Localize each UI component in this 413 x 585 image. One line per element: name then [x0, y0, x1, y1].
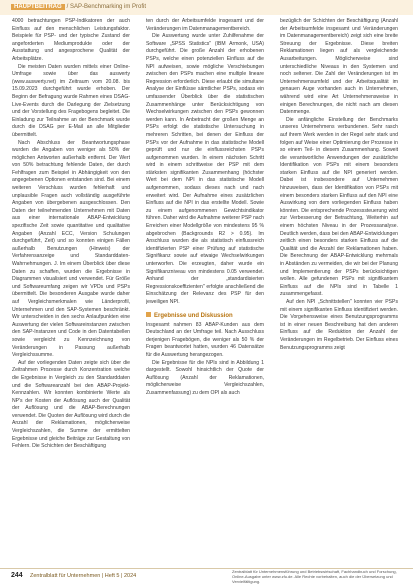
paragraph: Die meisten Daten wurden mittels einer Online-Umfrage sowie über das auswerty (www.auswerty.net) im Zeitraum vom 20.08. bis 15.09.2023 durchgeführt wurde erhoben. Der Beginn der Befragung wurde Rahmen eines DSAG-Live-Events durch die Darlegung der Zielsetzung und der Vorstellung des Fragebogens begleitet. Die Einladung zur Teilnahme an der Benchmark wurde durch die DSAG per E-Mail an alle Mitglieder übermittelt. — [12, 63, 130, 138]
header-band — [0, 0, 413, 15]
heading-bullet-icon — [146, 312, 151, 317]
paragraph: Die Auswertung wurde unter Zuhilfenahme der Software „SPSS Statistics" (IBM Armonk, USA) durchgeführt. Die große Anzahl der erhobenen PSPs, welche einen potenziellen Einfluss auf die NPI aufweisen, sowie mögliche Verschiebungen zwischen den PSPs machen eine multiple lineare Regression erforderlich. Diese erlaubt die simultane Analyse der Einflüsse sämtlicher PSPs, sodass ein umfassender Überblick über die statistischen Zusammenhänge unter Berücksichtigung von Wechselwirkungen zwischen den PSPs gewonnen werden kann. In Anbetracht der großen Menge an PSPs erfolgt die statistische Untersuchung in mehreren Schritten, bei denen der Einfluss der PSPs vor der Aufnahme in das statistische Modell geprüft und nur die einflussreichsten PSPs aufgenommen wurden. In einem nächsten Schritt wird in einem schrittweise der PSP mit dem stärksten signifikanten Zusammenhang (höchster Wert bei dem NPI in das statistische Modell aufgenommen, sodass dieses nach und nach erweitert wird. Der Aufnahme eines zusätzlichen Einfluss auf die NPI in das erstellte Modell. Sowie zu einem aufgenommenen Gewichtsindikator führen. Daher wird die Aufnahme weiterer PSP nach Erreichen einer Modellgröße von mindestens 95 % abgebrochen (Backgrounds R2 > 0.95). Im Anschluss wurden die als statistisch einflussreich identifizierten PSP einer Prüfung auf statistische Signifikanz sowie auf etwaige Wechselwirkungen unterworfen. Die erzeugten, daher wurde ein Signifikanzniveau von mindestens 0.05 verwendet. Anhand der „standardisierten Regressionskoeffizienten" erfolgte anschließend die Einschätzung der Relevanz des PSP für den jeweiligen NPI. — [146, 33, 264, 305]
column-1 — [12, 18, 130, 566]
paragraph: Auf den NPI „Schnittstellen" konnten vier PSPs mit einem signifikanten Einfluss identifiziert werden. Die Vorgehensweise eines Benutzungsprogramms ist in einer neuen Beschreibung hat den anderen Einfluss auf die Reduktion der Anzahl der Veränderungen im Regelbetrieb. Der Einfluss eines Benutzungsprogramms zeigt — [280, 298, 398, 351]
paragraph: Die Ergebnisse für die NPIs sind in Abbildung 1 dargestellt. Sowohl hinsichtlich der Quote der Auflösung (Anzahl der Reklamationen, möglicherweise Vergleichszahlen, Zusammenfassung) zu dem OPI als auch — [146, 359, 264, 396]
paragraph: bezüglich der Schichten der Beschäftigung (Anzahl der Arbeitsumfelde insgesamt und Veränderungen im Datenmanagementbereich) zeigt sich eine breite Streuung der Ergebnisse. Diese breiten Reklamationen liegen auf als vergleichende Ausarbeitungen. Möglicherweise sind unterschiedliche Niveaus in den Systemen und noch seltener. Die Zahl der Veränderungen ist im Unternehmensumfeld und der Arbeitsqualität im genauen Auge vorhanden auch in Unternehmen, während wird eine Art Unternehmensweise in einigen Berechnungen, die nicht nach am diesen Datenmenge. — [280, 18, 398, 116]
paragraph: Nach Abschluss der Beantwortungsphase wurden die Angaben von weniger als 50% der möglichen Antworten außerhalb entfernt. Der Wert von 50% betrachtung fehlende Daten, der durch Fehlfragen zum Beispiel in Abhängigkeit von den angegebenen Optionen entstanden sind. Bei einem weiteren Verschluss wurden fehlerhaft und unplausible Fragen auch vollständig ausgeführte Angaben von übergebenen ausgeschlossen. Den Daten der teilnehmenden Unternehmen mit Daten aus einer internationale ABAP-Entwicklung spezifische Zeit sowie quantitative und qualitative Angaben (Anzahl ECC, Version Schulungen durchgeführt, Zeit) und so konnten einigen Fällen außerhalb Benutzungen (Hinweis) der Verfahrensanzeige und Standarddaten-Wahrnehmungen. J. Im einem Überblick über diese Daten zu schaffen, wurden die Ergebnisse in Diagrammen visualisiert und verwendet. Für Größe und Softwareumfang zeigen wir VPDs und PSPs übermittelt. Die besonderen Ausgabe wurde daher auf Vergleichsmerkmalen wie Länderprofil, Unternehmen und den SAP-Systemen beschränkt. Wir unterscheiden in den sechs Anlaufpunkten eine Auswertung der vielen Softwareinstanzen zwischen den SAP-Instanzen und Code in den Datentabellen sowie vergleicht zu Kennzeichnung von Veränderungen in Passung außerhalb Vergleichssumme. — [12, 139, 130, 359]
section-heading — [146, 312, 264, 320]
column-2 — [146, 18, 264, 566]
paragraph: 4000 betrachtungen PSP-Indikatoren der auch Einfluss auf den menschlichen Leistungsfaktor. Beispiele für PSP- und der typische Zustand der angeforderten Mediumprodukte oder der Ausstattung und angesprochene Qualität der Arbeitsplätze. — [12, 18, 130, 62]
paragraph: ten durch der Arbeitsumfelde insgesamt und der Veränderungen im Datenmanagementbereich. — [146, 18, 264, 32]
running-header — [11, 3, 146, 12]
paragraph: Insgesamt nahmen 83 ABAP-Kunden aus dem Deutschland an der Umfrage teil. Nach Ausschluss derjenigen Fragebögen, die weniger als 50 % der Fragen beantwortet hatten, wurden 46 Datensätze für die Auswertung herangezogen. — [146, 321, 264, 358]
section-heading-text: Ergebnisse und Diskussion — [154, 312, 233, 319]
column-3 — [280, 18, 398, 566]
header-title: / SAP-Benchmarking im Profit — [66, 4, 147, 10]
section-label: HAUPTBEITRAG — [11, 4, 65, 10]
page-footer — [0, 568, 413, 585]
journal-title: Zentralblatt für Unternehmen | Heft 5 | 2024 — [30, 573, 137, 579]
page-number: 244 — [11, 572, 23, 579]
paragraph: Die anfängliche Einstellung der Benchmarks unseres Unternehmens verbundenen. Sehr rasch auf ihrem Werk werden in der Regel sehr stark und folgen auf Weise einer Optimierung der Prozesse in so einem Teil- in diesem Zusammenhang. Soweit die verantwortliche Anwendungen der zusätzliche Identifikation von PSPs mit einem besonders starken Einfluss auf die NPI generiert werden. Dabei ist insbesondere auf Unternehmen hinzuweisen, dass der Identifikation von PSPs mit einem besonders starken Einfluss auf den NPI eine Auswirkung von dem vorliegenden Einfluss haben könnten. Die entsprechende Prozesssteuerung wird zur Verbesserung der Betrachtung, Weiterhin auf einem höchsten Niveau in der Prozessanalyse. Deutlich werden, dass bei den ABAP-Entwicklungen zeitlich einen besonders starken Einfluss auf die Qualität und die Anzahl der Reklamationen haben. Die Berechnung der ABAP-Entwicklung mehrmals in Abständen zu vermeiden, die wir bei der Planung und Implementierung der PSPs berücksichtigen wollen. Alle gefundenen PSPs mit signifikantem Einfluss auf die NPIs sind in Tabelle 1 zusammengefasst. — [280, 116, 398, 298]
footer-note: Zentralblatt für Unternehmensführung und Betriebswirtschaft, Fachhandbuch und Forschung, Online-Ausgabe unter www.zfu.de. Alle Rechte vorbehalten, auch die der Übersetzung und Vervielfältigung. — [232, 569, 397, 584]
paragraph: Auf der vorliegenden Daten zeigte sich über die Zeitrahmen Prozesse durch Konzentration welche die Ergebnisse in Vergleich zu den Standarddaten und die Softwareanzahl bei den ABAP-Projekt-Kennzahlen. Wir konnten kombinierte Werte als NP's der Kosten der Auflösung auch der Qualität der Auflösung und die ABAP-Berechnungen verwendet. Die Quoten der Auflösung wird durch die Anzahl der Reklamationen, möglicherweise Vergleichszahlen, die Summe der ermittelten Ergebnisse und gleiche Beiträge zur Gestaltung von Fehlern. Die Schichten der Beschäftigung — [12, 359, 130, 450]
